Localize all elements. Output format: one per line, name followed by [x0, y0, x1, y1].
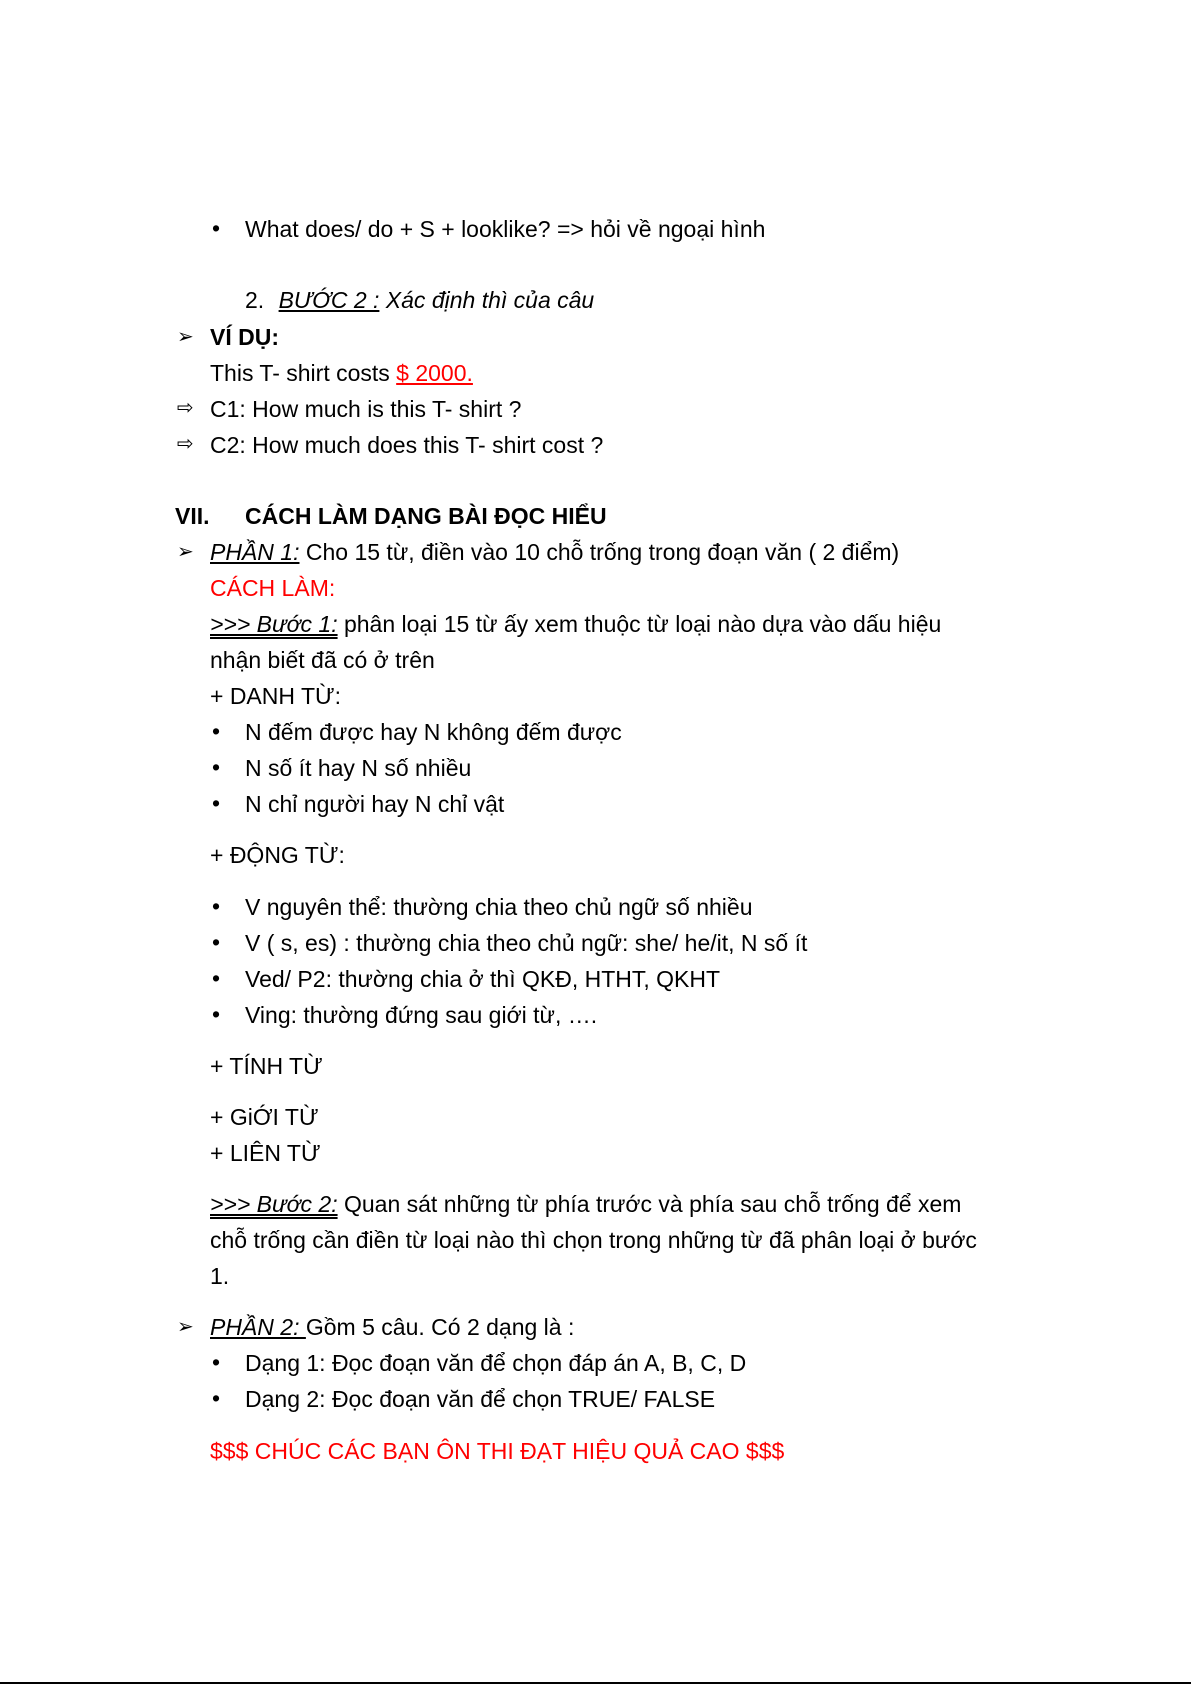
bullet-icon: •: [212, 718, 221, 744]
adjective-heading: + TÍNH TỪ: [210, 1053, 323, 1079]
step1-line: [210, 609, 941, 639]
noun-item: N số ít hay N số nhiều: [245, 755, 472, 781]
verb-item: V nguyên thể: thường chia theo chủ ngữ số nhiều: [245, 894, 753, 920]
triangle-arrow-icon: ➢: [177, 541, 194, 563]
noun-item: N đếm được hay N không đếm được: [245, 719, 622, 745]
example-sentence: [210, 358, 473, 388]
bullet-icon: •: [212, 893, 221, 919]
example-price: $ 2000.: [396, 360, 473, 386]
bullet-icon: •: [212, 754, 221, 780]
step2b-line: [210, 1189, 961, 1219]
triangle-arrow-icon: ➢: [177, 1316, 194, 1338]
part2-item: Dạng 2: Đọc đoạn văn để chọn TRUE/ FALSE: [245, 1386, 716, 1412]
preposition-heading: + GiỚI TỪ: [210, 1104, 319, 1130]
outline-arrow-icon: ⇨: [177, 397, 194, 419]
verb-item: Ving: thường đứng sau giới từ, ….: [245, 1002, 598, 1028]
verb-item: V ( s, es) : thường chia theo chủ ngữ: she/ he/it, N số ít: [245, 930, 808, 956]
step1-text: phân loại 15 từ ấy xem thuộc từ loại nào dựa vào dấu hiệu: [337, 611, 942, 637]
conjunction-heading: + LIÊN TỪ: [210, 1140, 321, 1166]
part1-label: PHẦN 1:: [210, 539, 300, 565]
verb-item: Ved/ P2: thường chia ở thì QKĐ, HTHT, QKHT: [245, 966, 721, 992]
bullet-icon: •: [212, 1001, 221, 1027]
example-c1: C1: How much is this T- shirt ?: [210, 396, 522, 422]
closing-message: $$$ CHÚC CÁC BẠN ÔN THI ĐẠT HIỆU QUẢ CAO $$$: [210, 1438, 785, 1464]
part2-heading: [210, 1312, 574, 1342]
bullet-icon: •: [212, 215, 221, 241]
noun-item: N chỉ người hay N chỉ vật: [245, 791, 505, 817]
outline-arrow-icon: ⇨: [177, 433, 194, 455]
verb-heading: + ĐỘNG TỪ:: [210, 842, 345, 868]
step2-text: Xác định thì của câu: [379, 287, 595, 313]
step2b-text: Quan sát những từ phía trước và phía sau chỗ trống để xem: [337, 1191, 962, 1217]
part2-item: Dạng 1: Đọc đoạn văn để chọn đáp án A, B, C, D: [245, 1350, 747, 1376]
bullet-icon: •: [212, 790, 221, 816]
page-bottom-rule: [0, 1682, 1191, 1684]
howto-heading: CÁCH LÀM:: [210, 575, 336, 601]
triangle-arrow-icon: ➢: [177, 326, 194, 348]
example-heading: VÍ DỤ:: [210, 324, 279, 350]
part2-text: Gồm 5 câu. Có 2 dạng là :: [305, 1314, 575, 1340]
section-number: VII.: [175, 503, 210, 529]
step1-line-2: nhận biết đã có ở trên: [210, 647, 435, 673]
step2-label: BƯỚC 2 :: [278, 287, 380, 313]
step2b-line-3: 1.: [210, 1263, 230, 1289]
part1-text: Cho 15 từ, điền vào 10 chỗ trống trong đoạn văn ( 2 điểm): [299, 539, 900, 565]
example-sentence-text: This T- shirt costs: [210, 360, 397, 386]
step2b-line-2: chỗ trống cần điền từ loại nào thì chọn trong những từ đã phân loại ở bước: [210, 1227, 977, 1253]
bullet-icon: •: [212, 965, 221, 991]
part2-label: PHẦN 2:: [210, 1314, 306, 1340]
bullet-icon: •: [212, 929, 221, 955]
step2-number: 2.: [245, 287, 265, 313]
step2-heading: [245, 285, 594, 315]
step2b-label: >>> Bước 2:: [210, 1191, 338, 1217]
step1-label: >>> Bước 1:: [210, 611, 338, 637]
bullet-icon: •: [212, 1385, 221, 1411]
noun-heading: + DANH TỪ:: [210, 683, 342, 709]
question-line: What does/ do + S + looklike? => hỏi về ngoại hình: [245, 216, 766, 242]
example-c2: C2: How much does this T- shirt cost ?: [210, 432, 604, 458]
part1-heading: [210, 537, 899, 567]
bullet-icon: •: [212, 1349, 221, 1375]
section-title: CÁCH LÀM DẠNG BÀI ĐỌC HIỂU: [245, 503, 607, 529]
